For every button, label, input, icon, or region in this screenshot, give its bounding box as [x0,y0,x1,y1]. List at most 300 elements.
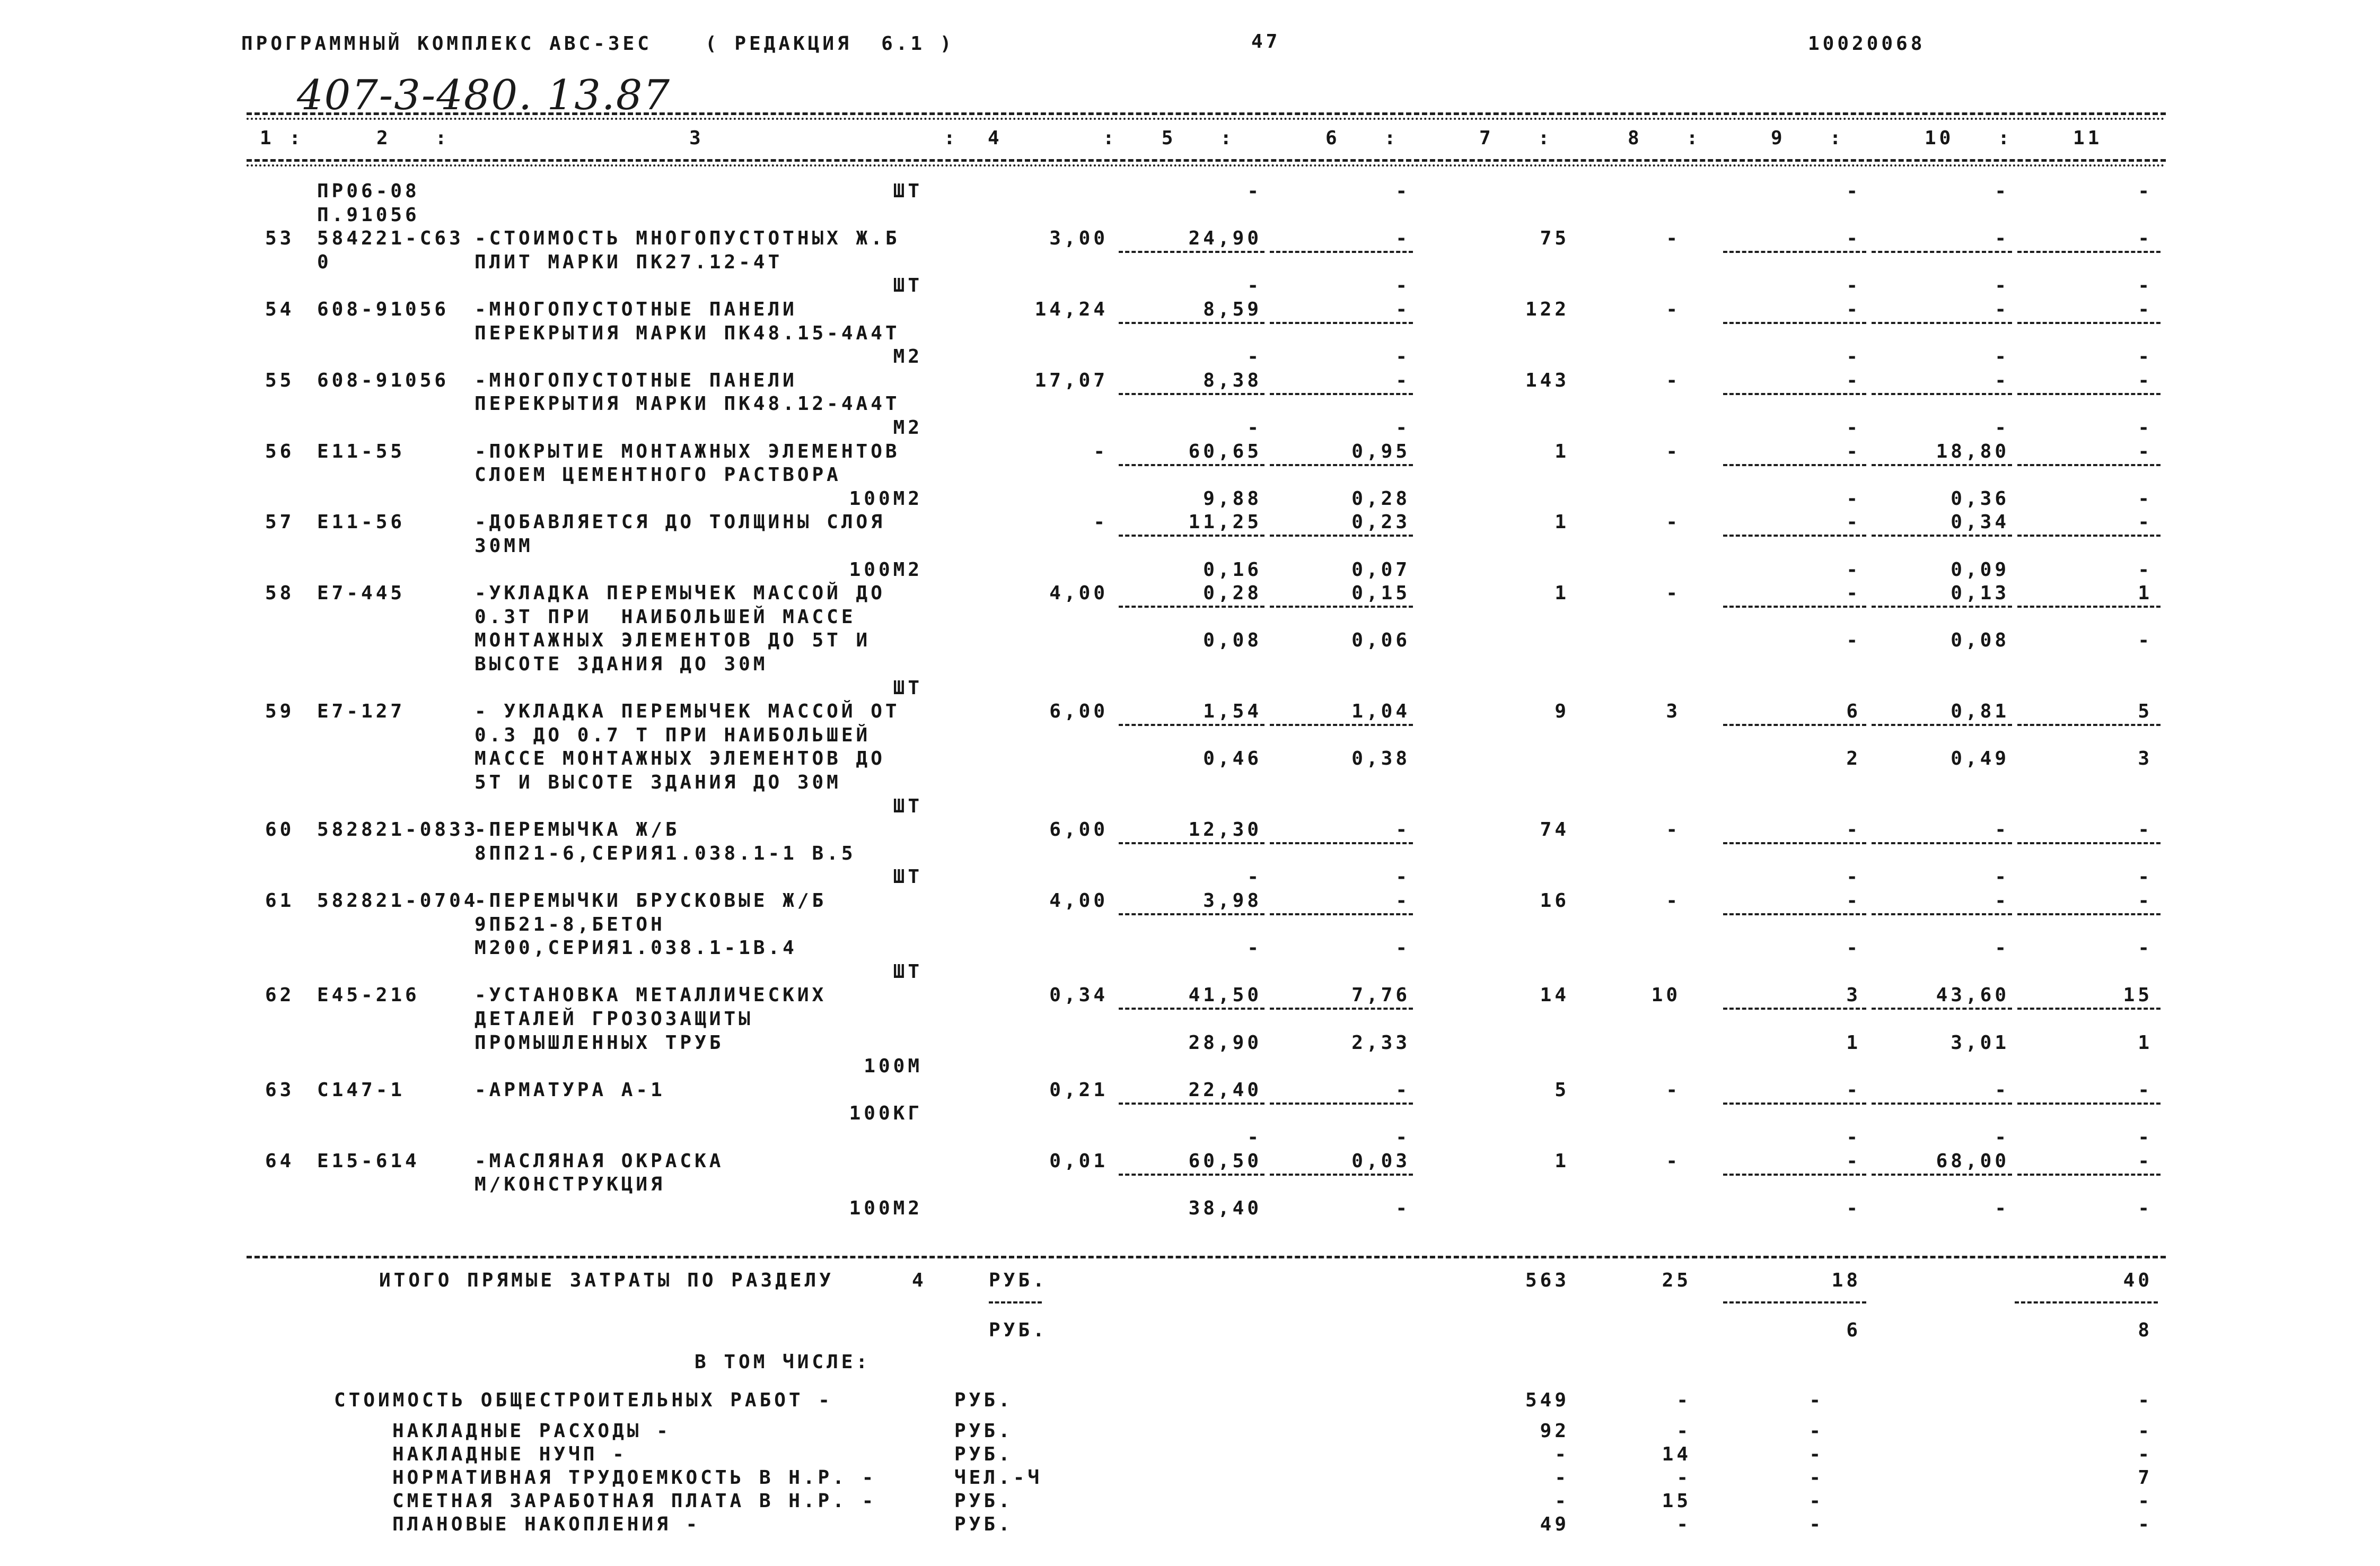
row-number: 54 [265,299,295,320]
cell-c9: - [1846,346,1861,368]
position-code: 608-91056 [317,370,450,391]
cell-c9: - [1846,228,1861,249]
cell-p5: 1,54 [1203,701,1262,722]
summary-label: СТОИМОСТЬ ОБЩЕСТРОИТЕЛЬНЫХ РАБОТ - [334,1389,833,1411]
cell-p5: - [1247,866,1262,888]
cell-p5: - [1247,1126,1262,1148]
summary-c7: 92 [1540,1420,1569,1442]
cell-c10: - [1995,299,2009,320]
subrule-c10 [1872,1008,2012,1010]
work-name: ВЫСОТЕ ЗДАНИЯ ДО 30М [475,653,768,675]
work-name: МАССЕ МОНТАЖНЫХ ЭЛЕМЕНТОВ ДО [475,748,885,769]
subrule-p5 [1119,464,1264,466]
cell-c8: - [1666,1150,1681,1172]
work-name: СЛОЕМ ЦЕМЕНТНОГО РАСТВОРА [475,464,841,486]
cell-c10: - [1995,180,2009,202]
summary-c7: - [1555,1490,1569,1512]
subrule-c9 [1723,724,1866,726]
summary-c11: 7 [2138,1467,2153,1489]
rule-totals-c11 [2015,1301,2158,1303]
subrule-c10 [1872,464,2012,466]
cell-c7: 143 [1525,370,1569,391]
cell-c10: - [1995,275,2009,296]
cell-c11: 5 [2138,701,2153,722]
subrule-p5 [1119,842,1264,844]
work-name: ПЛИТ МАРКИ ПК27.12-4Т [475,251,783,273]
totals-unit: РУБ. [989,1270,1048,1291]
cell-c9: - [1846,559,1861,581]
subrule-c10 [1872,393,2012,395]
subrule-c9 [1723,251,1866,253]
cell-qty: 0,01 [1049,1150,1108,1172]
cell-c8: - [1666,441,1681,462]
cell-c9: - [1846,890,1861,912]
rule-top [247,112,2166,115]
cell-p6: - [1395,370,1410,391]
work-name: -МНОГОПУСТОТНЫЕ ПАНЕЛИ [475,299,797,320]
work-name: -МАСЛЯНАЯ ОКРАСКА [475,1150,724,1172]
handwritten-reference: 407-3-480. 13.87 [297,72,671,119]
cell-p5: - [1247,346,1262,368]
position-code: Е15-614 [317,1150,420,1172]
row-number: 55 [265,370,295,391]
column-header-8: 8 : [1628,127,1701,149]
cell-qty: 6,00 [1049,819,1108,841]
subrule-c9 [1723,393,1866,395]
cell-p6: - [1395,1197,1410,1219]
subrule-p6 [1270,535,1413,537]
subrule-c10 [1872,724,2012,726]
cell-c8: - [1666,890,1681,912]
summary-unit: ЧЕЛ.-Ч [954,1467,1043,1489]
subrule-p6 [1270,464,1413,466]
cell-qty: 3,00 [1049,228,1108,249]
cell-p6: - [1395,937,1410,959]
cell-c11: - [2138,819,2153,841]
cell-p6: 0,23 [1351,511,1410,533]
cell-c8: 10 [1651,984,1681,1006]
cell-c11: 1 [2138,582,2153,604]
column-header-3: 3 [689,127,704,149]
summary-label: СМЕТНАЯ ЗАРАБОТНАЯ ПЛАТА В Н.Р. - [392,1490,877,1512]
cell-p6: 0,15 [1351,582,1410,604]
position-code: 584221-С63 [317,228,464,249]
row-number: 56 [265,441,295,462]
cell-c7: 1 [1555,441,1569,462]
cell-qty: 0,21 [1049,1079,1108,1101]
summary-c7: 549 [1525,1389,1569,1411]
cell-c7: 75 [1540,228,1569,249]
cell-c11: - [2138,1079,2153,1101]
summary-c11: - [2138,1490,2153,1512]
subrule-c11 [2017,842,2161,844]
subrule-p5 [1119,1174,1264,1176]
cell-c11: - [2138,1197,2153,1219]
cell-c9: - [1846,441,1861,462]
cell-c8: - [1666,299,1681,320]
subrule-c10 [1872,322,2012,324]
unit-label: ШТ [893,961,923,983]
cell-c10: 0,13 [1951,582,2009,604]
cell-c10: 18,80 [1936,441,2009,462]
summary-c8: - [1676,1389,1691,1411]
row-number: 62 [265,984,295,1006]
cell-c9: 1 [1846,1032,1861,1054]
unit-label: ШТ [893,275,923,296]
position-code: Е11-56 [317,511,406,533]
cell-p5: 60,65 [1188,441,1262,462]
subrule-c11 [2017,535,2161,537]
work-name: ПРОМЫШЛЕННЫХ ТРУБ [475,1032,724,1054]
cell-c10: 0,34 [1951,511,2009,533]
cell-c9: - [1846,275,1861,296]
totals-c11b: 8 [2138,1319,2153,1341]
cell-p6: 0,07 [1351,559,1410,581]
cell-p6: 1,04 [1351,701,1410,722]
rule-header-bottom-2 [247,164,2166,167]
document-code: 10020068 [1808,33,1926,55]
subrule-p6 [1270,1008,1413,1010]
cell-c8: - [1666,1079,1681,1101]
subrule-c9 [1723,606,1866,608]
cell-p6: - [1395,1079,1410,1101]
work-name: 8ПП21-6,СЕРИЯ1.038.1-1 В.5 [475,843,856,864]
subrule-p6 [1270,606,1413,608]
unit-label: 100М2 [849,488,923,510]
cell-c10: - [1995,1079,2009,1101]
totals-c9b: 6 [1846,1319,1861,1341]
cell-c9: - [1846,1079,1861,1101]
cell-c10: 0,49 [1951,748,2009,769]
cell-c11: 3 [2138,748,2153,769]
subrule-p6 [1270,842,1413,844]
cell-c8: - [1666,511,1681,533]
subrule-c10 [1872,251,2012,253]
summary-c11: - [2138,1513,2153,1535]
column-header-10: 10 : [1925,127,2013,149]
summary-c8: 14 [1662,1443,1691,1465]
subrule-p6 [1270,913,1413,915]
summary-label: НАКЛАДНЫЕ РАСХОДЫ - [392,1420,671,1442]
cell-c8: - [1666,370,1681,391]
row-number: 64 [265,1150,295,1172]
unit-label: ШТ [893,795,923,817]
summary-c11: - [2138,1443,2153,1465]
cell-p6: - [1395,1126,1410,1148]
cell-c10: - [1995,1126,2009,1148]
work-name: -СТОИМОСТЬ МНОГОПУСТОТНЫХ Ж.Б [475,228,900,249]
cell-p5: 9,88 [1203,488,1262,510]
cell-c8: 3 [1666,701,1681,722]
totals-c8: 25 [1662,1270,1691,1291]
cell-c8: - [1666,582,1681,604]
cell-p6: - [1395,417,1410,439]
cell-c11: - [2138,937,2153,959]
summary-c9: - [1809,1389,1824,1411]
cell-qty: - [1093,511,1108,533]
work-name: М/КОНСТРУКЦИЯ [475,1174,665,1195]
cell-c10: - [1995,866,2009,888]
summary-unit: РУБ. [954,1389,1013,1411]
cell-c7: 9 [1555,701,1569,722]
cell-c7: 1 [1555,511,1569,533]
cell-c9: - [1846,180,1861,202]
summary-c9: - [1809,1490,1824,1512]
cell-c9: - [1846,1197,1861,1219]
work-name: 9ПБ21-8,БЕТОН [475,914,665,935]
subrule-p6 [1270,724,1413,726]
cell-c10: 0,81 [1951,701,2009,722]
cell-c7: 1 [1555,582,1569,604]
subrule-c11 [2017,251,2161,253]
summary-c9: - [1809,1467,1824,1489]
cell-c9: 3 [1846,984,1861,1006]
subrule-p5 [1119,535,1264,537]
cell-c9: - [1846,417,1861,439]
cell-p6: - [1395,299,1410,320]
subrule-c11 [2017,393,2161,395]
cell-p6: - [1395,819,1410,841]
unit-label: ШТ [893,677,923,699]
cell-c10: 0,08 [1951,629,2009,651]
cell-c10: 0,09 [1951,559,2009,581]
cell-p5: 0,28 [1203,582,1262,604]
cell-c10: - [1995,937,2009,959]
subrule-p5 [1119,322,1264,324]
unit-label: ШТ [893,180,923,202]
cell-c9: - [1846,937,1861,959]
totals-c9: 18 [1831,1270,1861,1291]
unit-label: 100М2 [849,1197,923,1219]
position-code: С147-1 [317,1079,406,1101]
cell-p6: 0,28 [1351,488,1410,510]
cell-p5: 60,50 [1188,1150,1262,1172]
totals-c7: 563 [1525,1270,1569,1291]
cell-qty: 4,00 [1049,890,1108,912]
cell-qty: - [1093,441,1108,462]
cell-c8: - [1666,228,1681,249]
cell-c10: - [1995,890,2009,912]
subrule-c11 [2017,913,2161,915]
subrule-c9 [1723,1008,1866,1010]
subrule-c11 [2017,1008,2161,1010]
summary-label: НАКЛАДНЫЕ НУЧП - [392,1443,627,1465]
position-code: П.91056 [317,204,420,226]
row-number: 59 [265,701,295,722]
rule-totals [247,1256,2166,1258]
cell-c10: - [1995,1197,2009,1219]
cell-p5: 0,08 [1203,629,1262,651]
subrule-p6 [1270,1174,1413,1176]
cell-c11: 15 [2123,984,2153,1006]
column-header-9: 9 : [1771,127,1845,149]
cell-c9: 6 [1846,701,1861,722]
summary-c11: - [2138,1420,2153,1442]
unit-label: М2 [893,417,923,439]
subrule-c11 [2017,322,2161,324]
cell-c11: - [2138,370,2153,391]
subrule-c9 [1723,1174,1866,1176]
cell-c7: 14 [1540,984,1569,1006]
cell-qty: 0,34 [1049,984,1108,1006]
cell-c11: 1 [2138,1032,2153,1054]
column-header-7: 7 : [1479,127,1553,149]
cell-c11: - [2138,559,2153,581]
cell-p6: - [1395,866,1410,888]
summary-c8: 15 [1662,1490,1691,1512]
cell-c9: - [1846,488,1861,510]
row-number: 57 [265,511,295,533]
summary-label: ПЛАНОВЫЕ НАКОПЛЕНИЯ - [392,1513,701,1535]
cell-c11: - [2138,441,2153,462]
summary-c9: - [1809,1513,1824,1535]
work-name: 30ММ [475,535,533,557]
cell-p5: 3,98 [1203,890,1262,912]
work-name: -АРМАТУРА А-1 [475,1079,665,1101]
totals-label: ИТОГО ПРЯМЫЕ ЗАТРАТЫ ПО РАЗДЕЛУ [379,1270,834,1291]
work-name: МОНТАЖНЫХ ЭЛЕМЕНТОВ ДО 5Т И [475,629,871,651]
cell-c11: - [2138,890,2153,912]
cell-c8: - [1666,819,1681,841]
page-number: 47 [1251,31,1281,53]
cell-p6: 2,33 [1351,1032,1410,1054]
subrule-c10 [1872,1174,2012,1176]
work-name: -ПОКРЫТИЕ МОНТАЖНЫХ ЭЛЕМЕНТОВ [475,441,900,462]
work-name: -ПЕРЕМЫЧКИ БРУСКОВЫЕ Ж/Б [475,890,827,912]
cell-p5: 38,40 [1188,1197,1262,1219]
subrule-p6 [1270,251,1413,253]
subrule-p6 [1270,1103,1413,1105]
cell-qty: 6,00 [1049,701,1108,722]
cell-c9: 2 [1846,748,1861,769]
cell-c11: - [2138,511,2153,533]
unit-label: М2 [893,346,923,368]
subrule-c9 [1723,464,1866,466]
position-code: 608-91056 [317,299,450,320]
summary-c7: - [1555,1443,1569,1465]
work-name: -МНОГОПУСТОТНЫЕ ПАНЕЛИ [475,370,797,391]
row-number: 58 [265,582,295,604]
work-name: М200,СЕРИЯ1.038.1-1В.4 [475,937,797,959]
subrule-c11 [2017,724,2161,726]
position-code: Е11-55 [317,441,406,462]
subrule-p6 [1270,393,1413,395]
summary-unit: РУБ. [954,1420,1013,1442]
cell-p5: 22,40 [1188,1079,1262,1101]
cell-c10: 3,01 [1951,1032,2009,1054]
cell-p6: - [1395,890,1410,912]
position-code: 582821-0704 [317,890,479,912]
cell-c11: - [2138,299,2153,320]
subrule-c10 [1872,913,2012,915]
subrule-c10 [1872,842,2012,844]
cell-c9: - [1846,299,1861,320]
rule-totals-unit [989,1301,1042,1303]
unit-label: 100М2 [849,559,923,581]
cell-p5: 24,90 [1188,228,1262,249]
work-name: - УКЛАДКА ПЕРЕМЫЧЕК МАССОЙ ОТ [475,701,900,722]
subrule-c9 [1723,535,1866,537]
cell-c11: - [2138,180,2153,202]
cell-c10: - [1995,370,2009,391]
position-code: Е7-127 [317,701,406,722]
cell-p6: - [1395,228,1410,249]
subrule-c9 [1723,1103,1866,1105]
cell-p5: - [1247,275,1262,296]
row-number: 60 [265,819,295,841]
cell-c9: - [1846,1150,1861,1172]
cell-c11: - [2138,1150,2153,1172]
cell-p5: 41,50 [1188,984,1262,1006]
position-code: Е7-445 [317,582,406,604]
edition-label: ( РЕДАКЦИЯ 6.1 ) [705,33,955,55]
cell-c9: - [1846,629,1861,651]
subrule-p5 [1119,1103,1264,1105]
subrule-c10 [1872,535,2012,537]
subrule-c9 [1723,322,1866,324]
rule-header-bottom [247,159,2166,162]
summary-c8: - [1676,1467,1691,1489]
cell-p5: 8,38 [1203,370,1262,391]
cell-p5: - [1247,937,1262,959]
cell-c11: - [2138,488,2153,510]
position-code: Е45-216 [317,984,420,1006]
summary-unit: РУБ. [954,1443,1013,1465]
summary-c11: - [2138,1389,2153,1411]
cell-c7: 1 [1555,1150,1569,1172]
subrule-p5 [1119,1008,1264,1010]
subrule-c10 [1872,1103,2012,1105]
cell-p6: 0,03 [1351,1150,1410,1172]
position-code: 582821-0833 [317,819,479,841]
cell-c10: - [1995,819,2009,841]
subrule-c11 [2017,1174,2161,1176]
cell-c9: - [1846,819,1861,841]
work-name: -ПЕРЕМЫЧКА Ж/Б [475,819,680,841]
cell-qty: 14,24 [1034,299,1108,320]
cell-p5: 0,46 [1203,748,1262,769]
cell-c9: - [1846,866,1861,888]
unit-label: 100М [864,1055,923,1077]
cell-c9: - [1846,1126,1861,1148]
cell-c10: 43,60 [1936,984,2009,1006]
summary-c7: - [1555,1467,1569,1489]
cell-c9: - [1846,582,1861,604]
cell-c11: - [2138,417,2153,439]
subrule-p5 [1119,913,1264,915]
summary-unit: РУБ. [954,1490,1013,1512]
cell-p6: 0,95 [1351,441,1410,462]
including-label: В ТОМ ЧИСЛЕ: [695,1351,871,1373]
work-name: ПЕРЕКРЫТИЯ МАРКИ ПК48.12-4А4Т [475,393,900,415]
cell-c10: - [1995,417,2009,439]
row-number: 63 [265,1079,295,1101]
cell-p5: 28,90 [1188,1032,1262,1054]
subrule-c10 [1872,606,2012,608]
cell-c10: - [1995,346,2009,368]
subrule-p5 [1119,393,1264,395]
cell-p6: 0,06 [1351,629,1410,651]
subrule-p5 [1119,606,1264,608]
row-number: 61 [265,890,295,912]
summary-unit: РУБ. [954,1513,1013,1535]
summary-c9: - [1809,1443,1824,1465]
cell-p6: - [1395,180,1410,202]
cell-c7: 5 [1555,1079,1569,1101]
totals-c11: 40 [2123,1270,2153,1291]
column-header-2: 2 : [376,127,450,149]
work-name: -УСТАНОВКА МЕТАЛЛИЧЕСКИХ [475,984,827,1006]
